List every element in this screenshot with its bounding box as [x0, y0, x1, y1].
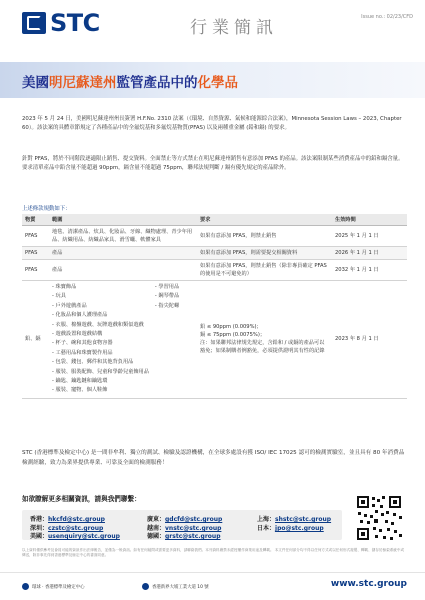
list-item: - 化妝品和個人護理產品 — [52, 312, 108, 319]
email-link[interactable]: hkcfd@stc.group — [48, 516, 105, 523]
email-link[interactable]: czstc@stc.group — [48, 525, 104, 532]
list-item: - 鑰匙、鑰匙鏈和鑰匙環 — [52, 378, 108, 385]
contact-shenzhen: 深圳：czstc@stc.group — [30, 525, 104, 532]
cell-requirement: 如果有意添加 PFAS，則需要提交相關資料 — [197, 247, 332, 260]
title-part-2: 監管產品中的 — [116, 75, 198, 91]
page-title — [22, 71, 238, 91]
contact-guangdong: 廣東：gdcfd@stc.group — [147, 516, 223, 523]
cell-substance: 鉛、鎘 — [22, 281, 49, 399]
page-footer — [0, 572, 425, 600]
req-line-cadmium: 鎘 ≤ 75ppm (0.0075%)； — [200, 332, 266, 339]
contact-shanghai: 上海：shstc@stc.group — [257, 516, 332, 523]
qr-code-icon[interactable] — [355, 494, 403, 542]
contact-japan: 日本：jpo@stc.group — [257, 525, 324, 532]
footer-org: 環球 · 香港標準及檢定中心 — [22, 583, 85, 590]
list-item: - 包袋、錢包、郵件和其他背負用品 — [52, 359, 134, 366]
list-item: - 衣服、棉盤遊戲、玩牌遊戲和類似遊戲 — [52, 321, 144, 328]
title-part-1: 美國 — [22, 75, 49, 91]
contact-usa: 美國：usenquiry@stc.group — [30, 533, 120, 540]
list-item: - 遊戲設置和遊戲結構 — [52, 331, 103, 338]
email-link[interactable]: grstc@stc.group — [165, 533, 221, 540]
list-item: - 服裝、服裝配飾、兒童和學齡兒童飾用品 — [52, 368, 149, 375]
stc-logo — [22, 9, 100, 37]
intro-paragraph: 2023 年 5 月 24 日，美國明尼蘇達州州長簽署 H.F.No. 2310 法案（《環境、自然資源、氣候和能源綜合法案》，Minnesota Session Laws – 2023, Chapter 60）。該法案的具體章節規定了各種產品中的全氟烷基和多氟烷基物質(PFAS) 以及兩種重金屬 (鉛和鎘) 的要求。 — [22, 116, 402, 131]
stc-logo-mark-icon — [22, 12, 46, 34]
title-banner — [0, 62, 425, 98]
cell-scope: 產品 — [49, 247, 197, 260]
cell-substance: PFAS — [22, 226, 49, 247]
cell-substance: PFAS — [22, 260, 49, 281]
page-header — [0, 0, 425, 48]
title-highlight-chemicals: 化學品 — [197, 75, 238, 91]
list-item: - 杯子、碗和其他食物容器 — [52, 340, 113, 347]
header-effective-date: 生效時間 — [332, 214, 407, 226]
website-link[interactable]: www.stc.group — [330, 579, 407, 589]
contact-vietnam: 越南：vnstc@stc.group — [147, 525, 222, 532]
regulation-table — [22, 214, 407, 399]
logo-text: STC — [50, 9, 100, 37]
newsletter-label: 行業簡訊 — [190, 18, 278, 38]
title-highlight-state: 明尼蘇達州 — [49, 75, 117, 91]
list-item: - 珠寶飾品 — [52, 284, 77, 290]
stc-small-logo-icon — [22, 583, 29, 590]
header-substance: 物質 — [22, 214, 49, 226]
contact-hongkong: 香港：hkcfd@stc.group — [30, 516, 105, 523]
email-link[interactable]: shstc@stc.group — [275, 516, 332, 523]
table-row — [22, 260, 407, 281]
table-intro: 上述條款規動如下： — [22, 206, 71, 212]
cell-date: 2023 年 8 月 1 日 — [332, 281, 407, 399]
contact-germany: 德國：grstc@stc.group — [147, 533, 221, 540]
pfas-paragraph: 針對 PFAS，將於不同階段逐適限止銷售、提交資料。全面禁止等方式禁止在明尼蘇達州銷售有意添加 PFAS 的產品。該法案限制某些消費產品中的鉛和鎘含量。要求清單產品中鉛含量不能超過 90ppm，鎘含量不能超過 75ppm，聯邦法規判斷 / 鎘有優先規定的產品除外。 — [22, 156, 404, 171]
email-link[interactable]: jpo@stc.group — [275, 525, 324, 532]
list-item: - 服裝、寵物、個人鞋飾 — [52, 387, 108, 394]
cell-scope — [49, 281, 197, 399]
req-line-lead: 鉛 ≤ 90ppm (0.009%)； — [200, 324, 262, 331]
header-scope: 範圍 — [49, 214, 197, 226]
cell-substance: PFAS — [22, 247, 49, 260]
email-link[interactable]: gdcfd@stc.group — [165, 516, 223, 523]
stc-about-paragraph: STC (香港標準及檢定中心) 是一間非牟利、獨立的測試、檢驗及認證機構，在全球多處設有獲 ISO/ IEC 17025 認可的檢測實驗室，並且具有 80 年消費品檢測經驗，致力為業界提供專業、可靠及全面的檢測服務！ — [22, 450, 405, 466]
footer-address: 香港新界大埔工業大道 10 號 — [142, 583, 209, 590]
scope-list-col2 — [155, 283, 179, 396]
list-item: - 戶外遊戲產品 — [52, 302, 87, 309]
cell-requirement — [197, 281, 332, 399]
table-row — [22, 281, 407, 399]
email-link[interactable]: usenquiry@stc.group — [48, 533, 120, 540]
location-pin-icon — [142, 583, 149, 590]
list-item: - 工藝用品和珠寶製作用品 — [52, 349, 113, 356]
cell-date: 2026 年 1 月 1 日 — [332, 247, 407, 260]
list-item: - 玩具 — [52, 293, 66, 300]
cell-scope: 地毯、清潔產品、炊具、化妝品、牙線、織物處理、青少年用品、紡織用品、紡織品家具、滑雪蠟、軟體家具 — [49, 226, 197, 247]
header-requirement: 要求 — [197, 214, 332, 226]
list-item: - 指尖陀螺 — [154, 302, 180, 309]
table-header-row — [22, 214, 407, 226]
cell-scope: 產品 — [49, 260, 197, 281]
cell-date: 2032 年 1 月 1 日 — [332, 260, 407, 281]
contact-panel — [22, 510, 342, 540]
list-item: - 學習用品 — [154, 284, 180, 290]
cell-date: 2025 年 1 月 1 日 — [332, 226, 407, 247]
req-line-note: 注：如果聯邦法律規先規定，含鉛和 / 或鎘的產品可以豁免；如果制購者例豁免，必須提供證明其有性的記錄 — [200, 340, 325, 355]
table-row — [22, 247, 407, 260]
email-link[interactable]: vnstc@stc.group — [165, 525, 222, 532]
scope-list-col1 — [52, 283, 149, 396]
disclaimer-text: 以上資料僅供參考及會員可能的資訊作出法律報告，並僅為一般資訊。如有任何疑問或需要更多資料，請聯絡我們。本刊資料嚴禁未經授權作商業用途及轉載。 本文件任何部分均不得以任何方式或以任何形式複製、轉載、儲存於檢索系統中或傳送，除非事先得到香港標準及檢定中心的書面同意。 — [22, 548, 405, 558]
issue-number: Issue no.: 02/23/CFD — [361, 14, 413, 20]
cell-requirement: 如果有意添加 PFAS，則禁止銷售（除非專員確定 PFAS 的使用是不可避免的） — [197, 260, 332, 281]
contact-heading: 如欲瞭解更多相關資訊，請與我們聯繫： — [22, 495, 141, 503]
cell-requirement: 如果有意添加 PFAS，則禁止銷售 — [197, 226, 332, 247]
table-row — [22, 226, 407, 247]
list-item: - 鋼琴帶品 — [154, 293, 180, 300]
